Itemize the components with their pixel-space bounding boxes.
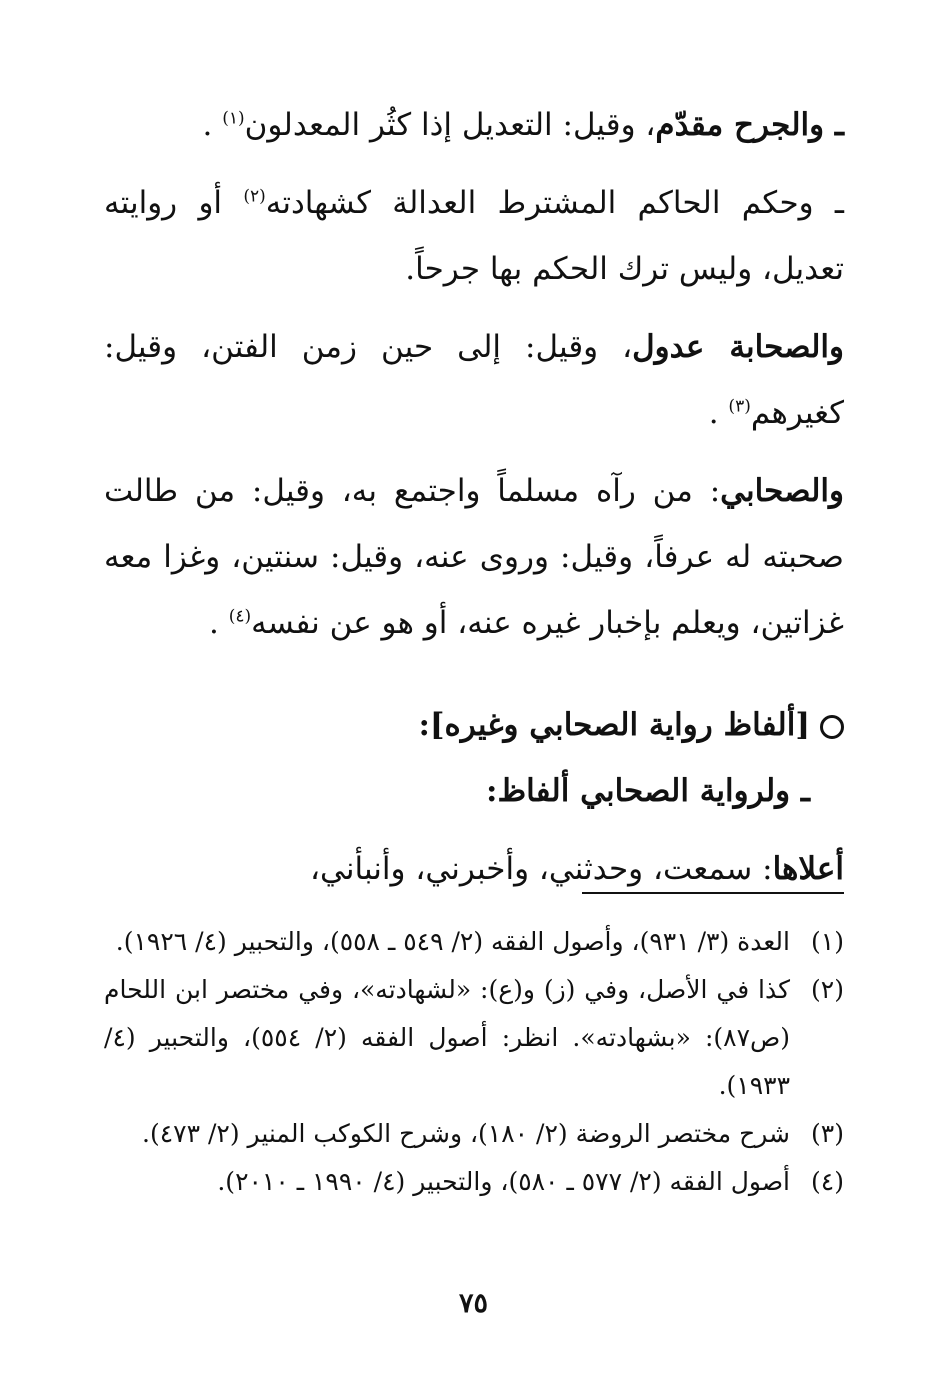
footnote-2: [104, 966, 844, 1110]
footnote-text: كذا في الأصل، وفي (ز) و(ع): «لشهادته»، وفي مختصر ابن اللحام (ص٨٧): «بشهادته». انظر: أصول الفقه (٢/ ٥٥٤)، والتحبير (٤/ ١٩٣٣).: [104, 975, 790, 1100]
paragraph-end: .: [209, 605, 229, 641]
footnotes: [104, 918, 844, 1206]
paragraph-text: : من رآه مسلماً واجتمع به، وقيل: من طالت صحبته له عرفاً، وقيل: وروى عنه، وقيل: سنتين، وغزا معه غزاتين، ويعلم بإخبار غيره عنه، أو هو عن نفسه: [104, 473, 844, 641]
footnote-ref[interactable]: (٢): [243, 186, 266, 207]
page-number: ٧٥: [458, 1288, 488, 1319]
footnote-number: (٤): [811, 1167, 844, 1196]
footnote-4: [104, 1158, 844, 1206]
main-text: [104, 92, 844, 902]
paragraph-end: أو روايته تعديل، وليس ترك الحكم بها جرحاً.: [104, 185, 844, 287]
subheading: [104, 758, 844, 824]
footnote-text: العدة (٣/ ٩٣١)، وأصول الفقه (٢/ ٥٤٩ ـ ٥٥٨)، والتحبير (٤/ ١٩٢٦).: [115, 927, 790, 956]
paragraph-text: ، وقيل: إلى حين زمن الفتن، وقيل: كغيرهم: [104, 329, 844, 431]
footnote-text: شرح مختصر الروضة (٢/ ١٨٠)، وشرح الكوكب المنير (٢/ ٤٧٣).: [142, 1119, 790, 1148]
footnote-ref[interactable]: (٣): [728, 396, 751, 417]
footnote-number: (٢): [811, 975, 844, 1004]
bold-term: ـ والجرح مقدّم: [655, 107, 844, 143]
footnote-1: [104, 918, 844, 966]
footnote-ref[interactable]: (٤): [228, 606, 252, 627]
paragraph-end: .: [708, 395, 729, 431]
paragraph-sahabi: [104, 458, 844, 656]
paragraph-sahaba: [104, 314, 844, 446]
paragraph-end: .: [202, 107, 223, 143]
bold-term: والصحابة عدول: [632, 329, 844, 365]
paragraph-text: ـ وحكم الحاكم المشترط العدالة كشهادته: [265, 185, 844, 221]
footnote-number: (١): [811, 927, 844, 956]
footnote-3: [104, 1110, 844, 1158]
section-heading-text: [ألفاظ رواية الصحابي وغيره]:: [418, 707, 810, 743]
bold-term: والصحابي: [720, 473, 844, 509]
footnote-ref[interactable]: (١): [222, 108, 245, 129]
paragraph-hakim: [104, 170, 844, 302]
section-heading: [104, 692, 844, 758]
footnote-number: (٣): [811, 1119, 844, 1148]
paragraph-text: : سمعت، وحدثني، وأخبرني، وأنبأني،: [310, 851, 773, 887]
paragraph-jarh: [104, 92, 844, 158]
bold-term: أعلاها: [772, 851, 844, 887]
circle-bullet-icon: [820, 715, 844, 739]
footnote-text: أصول الفقه (٢/ ٥٧٧ ـ ٥٨٠)، والتحبير (٤/ ١٩٩٠ ـ ٢٠١٠).: [217, 1167, 790, 1196]
paragraph-text: ، وقيل: التعديل إذا كثُر المعدلون: [244, 107, 656, 143]
subheading-text: ـ ولرواية الصحابي ألفاظ:: [486, 773, 810, 809]
footnote-separator: [582, 892, 844, 894]
